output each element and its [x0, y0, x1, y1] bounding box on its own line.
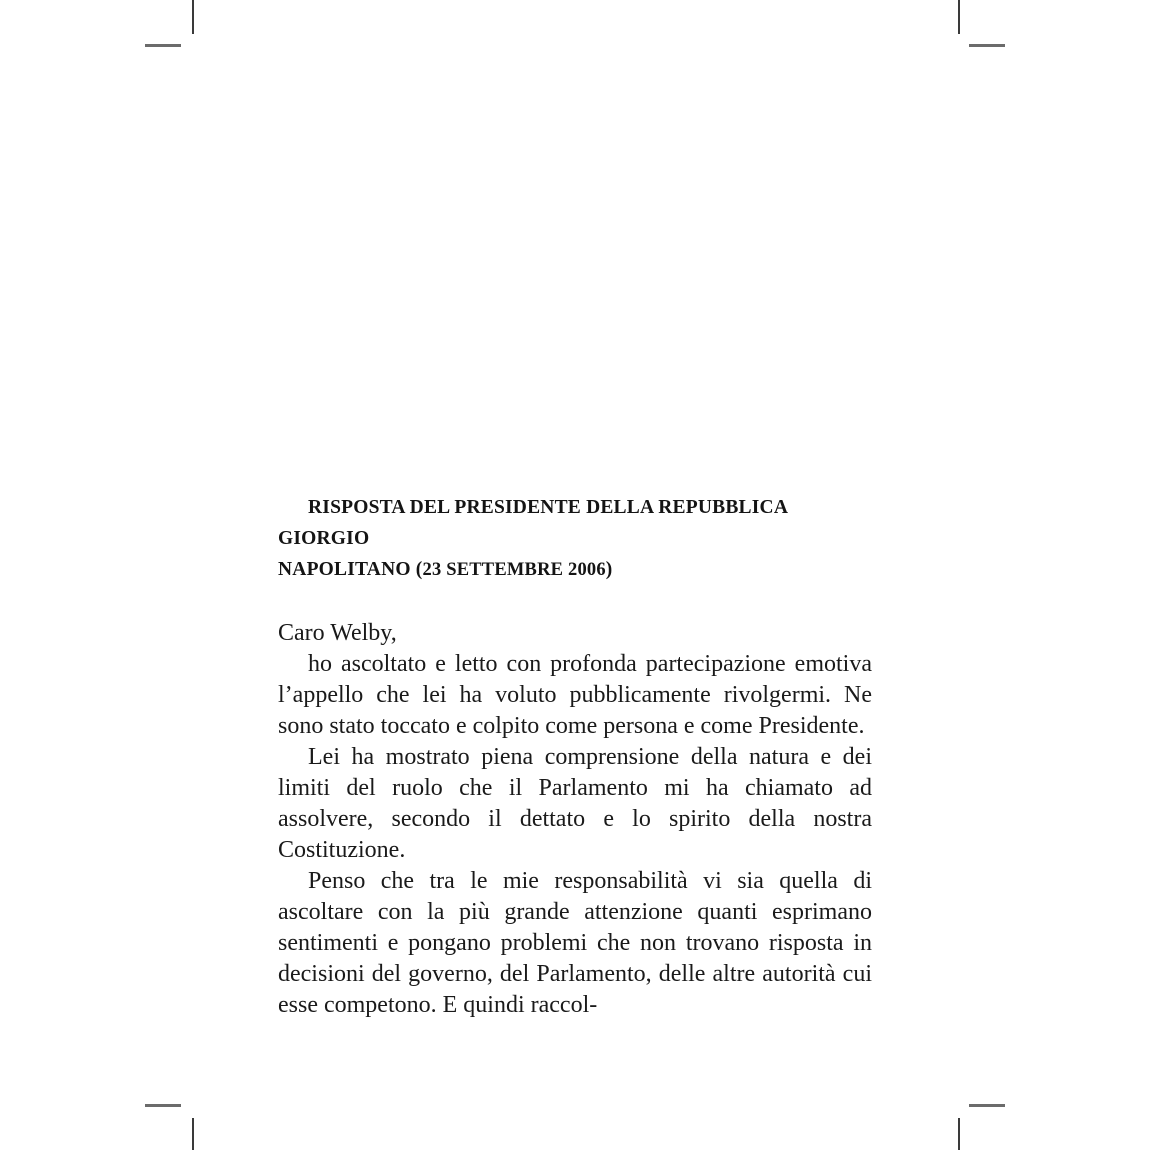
crop-mark-bottom-left-horizontal — [145, 1104, 181, 1107]
document-heading-date: 23 SETTEMBRE 2006 — [422, 560, 606, 580]
document-heading-paren-close: ) — [605, 559, 613, 580]
crop-mark-bottom-right-vertical — [958, 1118, 960, 1150]
document-heading-subject: NAPOLITANO ( — [278, 559, 423, 580]
text-block — [278, 492, 872, 1021]
letter-paragraph: ho ascoltato e letto con profonda partecipazione emotiva l’appello che lei ha voluto pubblicamente rivolgermi. Ne sono stato toccato e colpito come persona e come Presidente. — [278, 651, 872, 739]
crop-mark-top-left-horizontal — [145, 44, 181, 47]
document-heading-line-1: RISPOSTA DEL PRESIDENTE DELLA REPUBBLICA GIORGIO — [278, 497, 788, 549]
letter-salutation: Caro Welby, — [278, 620, 397, 646]
letter-paragraph: Lei ha mostrato piena comprensione della natura e dei limiti del ruolo che il Parlamento mi ha chiamato ad assolvere, secondo il dettato e lo spirito della nostra Costituzione. — [278, 744, 872, 863]
crop-mark-bottom-right-horizontal — [969, 1104, 1005, 1107]
document-heading-line-2 — [278, 554, 872, 586]
letter-paragraph: Penso che tra le mie responsabilità vi sia quella di ascoltare con la più grande attenzione quanti esprimano sentimenti e pongano problemi che non trovano risposta in decisioni del governo, del Parlamento, delle altre autorità cui esse competono. E quindi raccol- — [278, 868, 872, 1018]
crop-mark-bottom-left-vertical — [192, 1118, 194, 1150]
crop-mark-top-right-vertical — [958, 0, 960, 34]
crop-mark-top-right-horizontal — [969, 44, 1005, 47]
document-heading — [278, 492, 872, 586]
crop-mark-top-left-vertical — [192, 0, 194, 34]
